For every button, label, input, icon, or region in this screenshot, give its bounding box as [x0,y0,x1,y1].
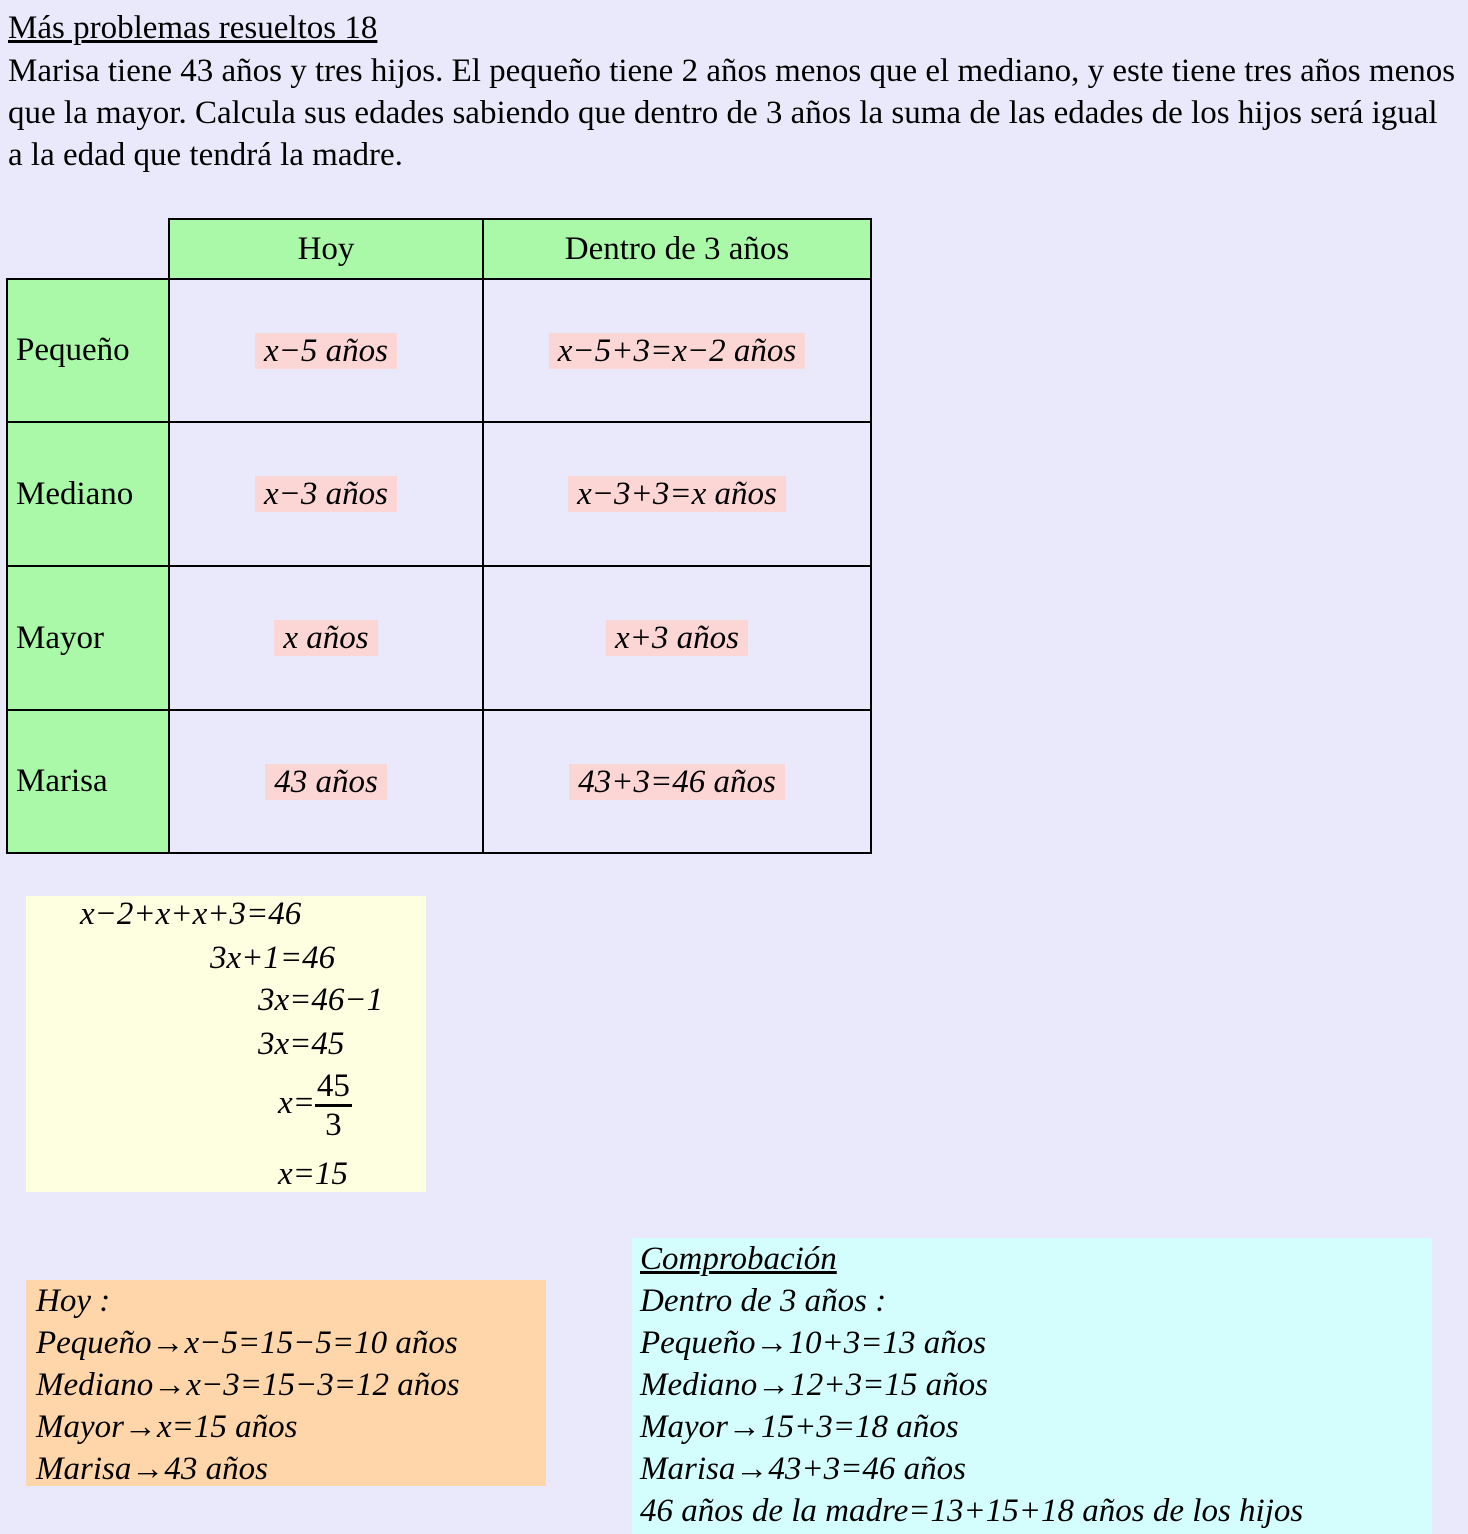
fraction [315,1068,352,1143]
expression-pill: x años [274,620,377,656]
verification-heading: Comprobación [640,1241,837,1277]
fraction-numerator: 45 [315,1068,352,1107]
row-label-text: Mediano [16,475,134,512]
result-line: Mediano→x−3=15−3=12 años [36,1367,460,1403]
verification-line: Marisa→43+3=46 años [640,1451,966,1487]
verification-line: Mediano→12+3=15 años [640,1367,988,1403]
row-label-mayor [6,565,170,711]
verification-subheading: Dentro de 3 años : [640,1283,887,1319]
cell-mediano-futuro [482,421,872,567]
header-futuro [482,218,872,280]
result-line: Marisa→43 años [36,1451,268,1487]
row-label-text: Mayor [16,619,104,656]
row-label-mediano [6,421,170,567]
header-hoy-label: Hoy [297,230,355,267]
result-line: Pequeño→x−5=15−5=10 años [36,1325,458,1361]
results-heading: Hoy : [36,1283,111,1319]
page-title: Más problemas resueltos 18 [8,10,378,46]
header-futuro-label: Dentro de 3 años [564,230,790,267]
cell-marisa-futuro [482,709,872,854]
expression-pill: x−3+3=x años [568,476,786,512]
equation-line: x−2+x+x+3=46 [80,896,302,932]
cell-marisa-hoy [168,709,484,854]
fraction-lhs: x= [278,1085,315,1122]
verification-box [632,1238,1432,1534]
equation-fraction-line [278,1068,352,1143]
header-hoy [168,218,484,280]
expression-pill: x+3 años [606,620,748,656]
result-line: Mayor→x=15 años [36,1409,298,1445]
verification-line: Pequeño→10+3=13 años [640,1325,987,1361]
problem-statement: Marisa tiene 43 años y tres hijos. El pequeño tiene 2 años menos que el mediano, y este tiene tres años menos que la mayor. Calcula sus edades sabiendo que dentro de 3 años la suma de las edades de los hijos será igual a la edad que tendrá la madre. [8,53,1456,173]
equation-line: 3x=46−1 [258,982,384,1018]
verification-line: Mayor→15+3=18 años [640,1409,959,1445]
expression-pill: x−3 años [255,476,397,512]
results-today-box [26,1280,546,1486]
equation-line: 3x+1=46 [210,940,336,976]
expression-pill: x−5 años [255,333,397,369]
cell-pequeno-futuro [482,278,872,423]
row-label-text: Marisa [16,763,108,799]
row-label-pequeno [6,278,170,423]
row-label-marisa [6,709,170,854]
cell-mayor-futuro [482,565,872,711]
cell-pequeno-hoy [168,278,484,423]
expression-pill: 43+3=46 años [569,764,785,800]
expression-pill: 43 años [265,764,387,800]
equation-solution-box [26,896,426,1192]
equation-line: x=15 [278,1156,348,1192]
cell-mediano-hoy [168,421,484,567]
expression-pill: x−5+3=x−2 años [549,333,805,369]
fraction-denominator: 3 [325,1107,342,1143]
verification-conclusion: 46 años de la madre=13+15+18 años de los hijos [640,1493,1304,1529]
equation-line: 3x=45 [258,1026,345,1062]
cell-mayor-hoy [168,565,484,711]
row-label-text: Pequeño [16,332,130,368]
